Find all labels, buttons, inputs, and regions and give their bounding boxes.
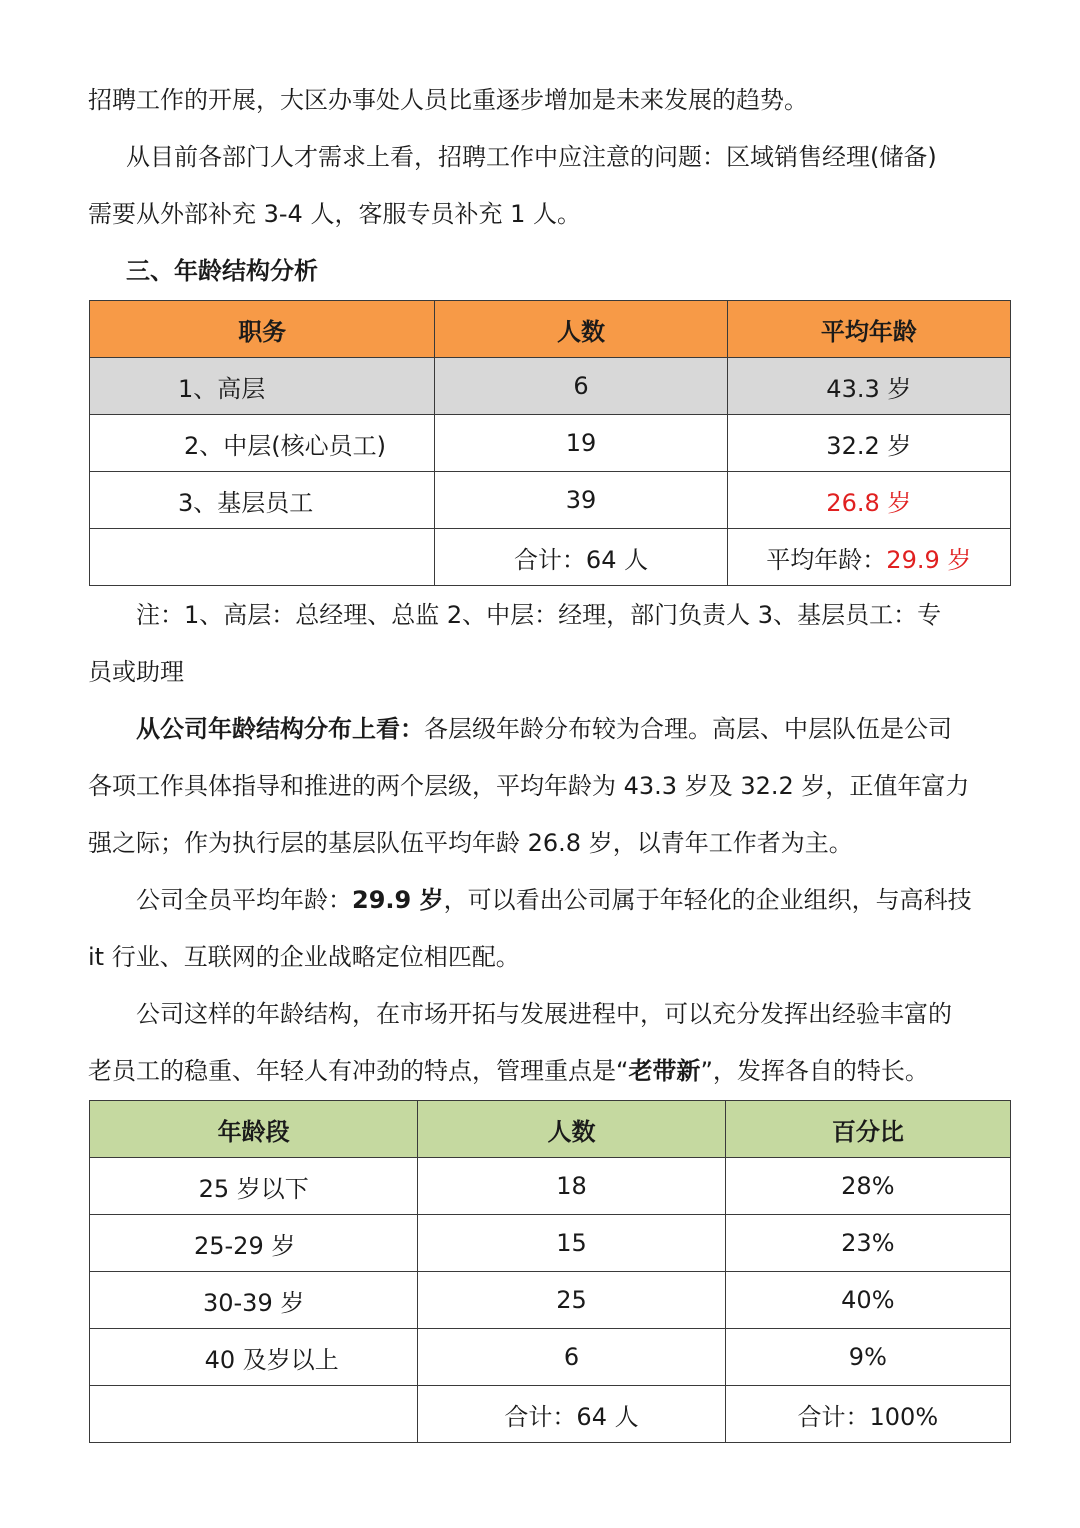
table-cell: 30-39 岁 (90, 1272, 418, 1329)
paragraph-talent-demand (88, 129, 1010, 186)
paragraph-management-focus-line2 (88, 1043, 1010, 1100)
table-header-cell: 人数 (435, 301, 727, 358)
average-age-label: 平均年龄： (766, 545, 887, 574)
table-cell: 25 (418, 1272, 725, 1329)
table-cell: 15 (418, 1215, 725, 1272)
table-row (90, 415, 1011, 472)
table-cell-empty (90, 529, 435, 586)
table-total-row (90, 1386, 1011, 1443)
table-cell: 19 (435, 415, 727, 472)
paragraph-company-average-line2: it 行业、互联网的企业战略定位相匹配。 (88, 943, 520, 971)
paragraph-talent-demand-line1: 从目前各部门人才需求上看，招聘工作中应注意的问题：区域销售经理(储备) (126, 143, 937, 171)
table-header-cell: 百分比 (725, 1101, 1010, 1158)
table-row (90, 1215, 1011, 1272)
table-cell: 39 (435, 472, 727, 529)
table-cell: 43.3 岁 (727, 358, 1010, 415)
table-row (90, 358, 1011, 415)
table-row (90, 1329, 1011, 1386)
paragraph-text: ”，发挥各自的特长。 (700, 1057, 929, 1085)
paragraph-age-distribution-line2: 各项工作具体指导和推进的两个层级，平均年龄为 43.3 岁及 32.2 岁，正值年富力 (88, 772, 970, 800)
table-cell: 32.2 岁 (727, 415, 1010, 472)
table-note-line2: 员或助理 (88, 658, 184, 686)
age-range-table (89, 1100, 1011, 1443)
paragraph-management-focus: 公司这样的年龄结构，在市场开拓与发展进程中，可以充分发挥出经验丰富的 (136, 1000, 952, 1028)
table-header-row (90, 1101, 1011, 1158)
table-average-age (727, 529, 1010, 586)
table-cell: 6 (435, 358, 727, 415)
table-note (88, 587, 1010, 644)
paragraph-age-distribution (88, 701, 1010, 758)
paragraph-talent-demand-line2: 需要从外部补充 3-4 人，客服专员补充 1 人。 (88, 200, 581, 228)
table-cell: 2、中层(核心员工) (90, 415, 435, 472)
document-page (88, 72, 1010, 1443)
paragraph-text: 老员工的稳重、年轻人有冲劲的特点，管理重点是“ (88, 1057, 629, 1085)
table-total-row (90, 529, 1011, 586)
paragraph-recruitment-trend: 招聘工作的开展，大区办事处人员比重逐步增加是未来发展的趋势。 (88, 86, 808, 114)
paragraph-age-distribution-line3: 强之际；作为执行层的基层队伍平均年龄 26.8 岁，以青年工作者为主。 (88, 829, 853, 857)
table-cell: 23% (725, 1215, 1010, 1272)
table-row (90, 472, 1011, 529)
table-note-line1: 注：1、高层：总经理、总监 2、中层：经理，部门负责人 3、基层员工：专 (136, 601, 942, 629)
table-header-cell: 人数 (418, 1101, 725, 1158)
paragraph-text: 各层级年龄分布较为合理。高层、中层队伍是公司 (424, 715, 952, 743)
table-cell: 1、高层 (90, 358, 435, 415)
table-row (90, 1158, 1011, 1215)
average-age-value: 29.9 岁 (886, 545, 972, 574)
paragraph-text: ，可以看出公司属于年轻化的企业组织，与高科技 (443, 886, 972, 914)
position-age-table (89, 300, 1011, 586)
paragraph-lead-bold: 从公司年龄结构分布上看： (136, 715, 424, 743)
table-cell: 25 岁以下 (90, 1158, 418, 1215)
paragraph-bold-keyword: 老带新 (628, 1057, 701, 1085)
table-total-percent: 合计：100% (725, 1386, 1010, 1443)
table-header-cell: 年龄段 (90, 1101, 418, 1158)
table-row (90, 1272, 1011, 1329)
table-cell: 25-29 岁 (90, 1215, 418, 1272)
paragraph-company-average (88, 872, 1010, 929)
section-heading-age-structure: 三、年龄结构分析 (126, 257, 318, 285)
paragraph-bold-value: 29.9 岁 (352, 886, 444, 914)
table-total-count: 合计：64 人 (418, 1386, 725, 1443)
table-cell: 18 (418, 1158, 725, 1215)
table-cell-empty (90, 1386, 418, 1443)
table-cell: 6 (418, 1329, 725, 1386)
table-cell: 9% (725, 1329, 1010, 1386)
table-cell: 40% (725, 1272, 1010, 1329)
table-header-cell: 职务 (90, 301, 435, 358)
table-cell-highlight: 26.8 岁 (727, 472, 1010, 529)
table-header-row (90, 301, 1011, 358)
table-cell: 3、基层员工 (90, 472, 435, 529)
table-header-cell: 平均年龄 (727, 301, 1010, 358)
table-cell: 40 及岁以上 (90, 1329, 418, 1386)
table-total-count: 合计：64 人 (435, 529, 727, 586)
paragraph-text: 公司全员平均年龄： (136, 886, 352, 914)
table-cell: 28% (725, 1158, 1010, 1215)
